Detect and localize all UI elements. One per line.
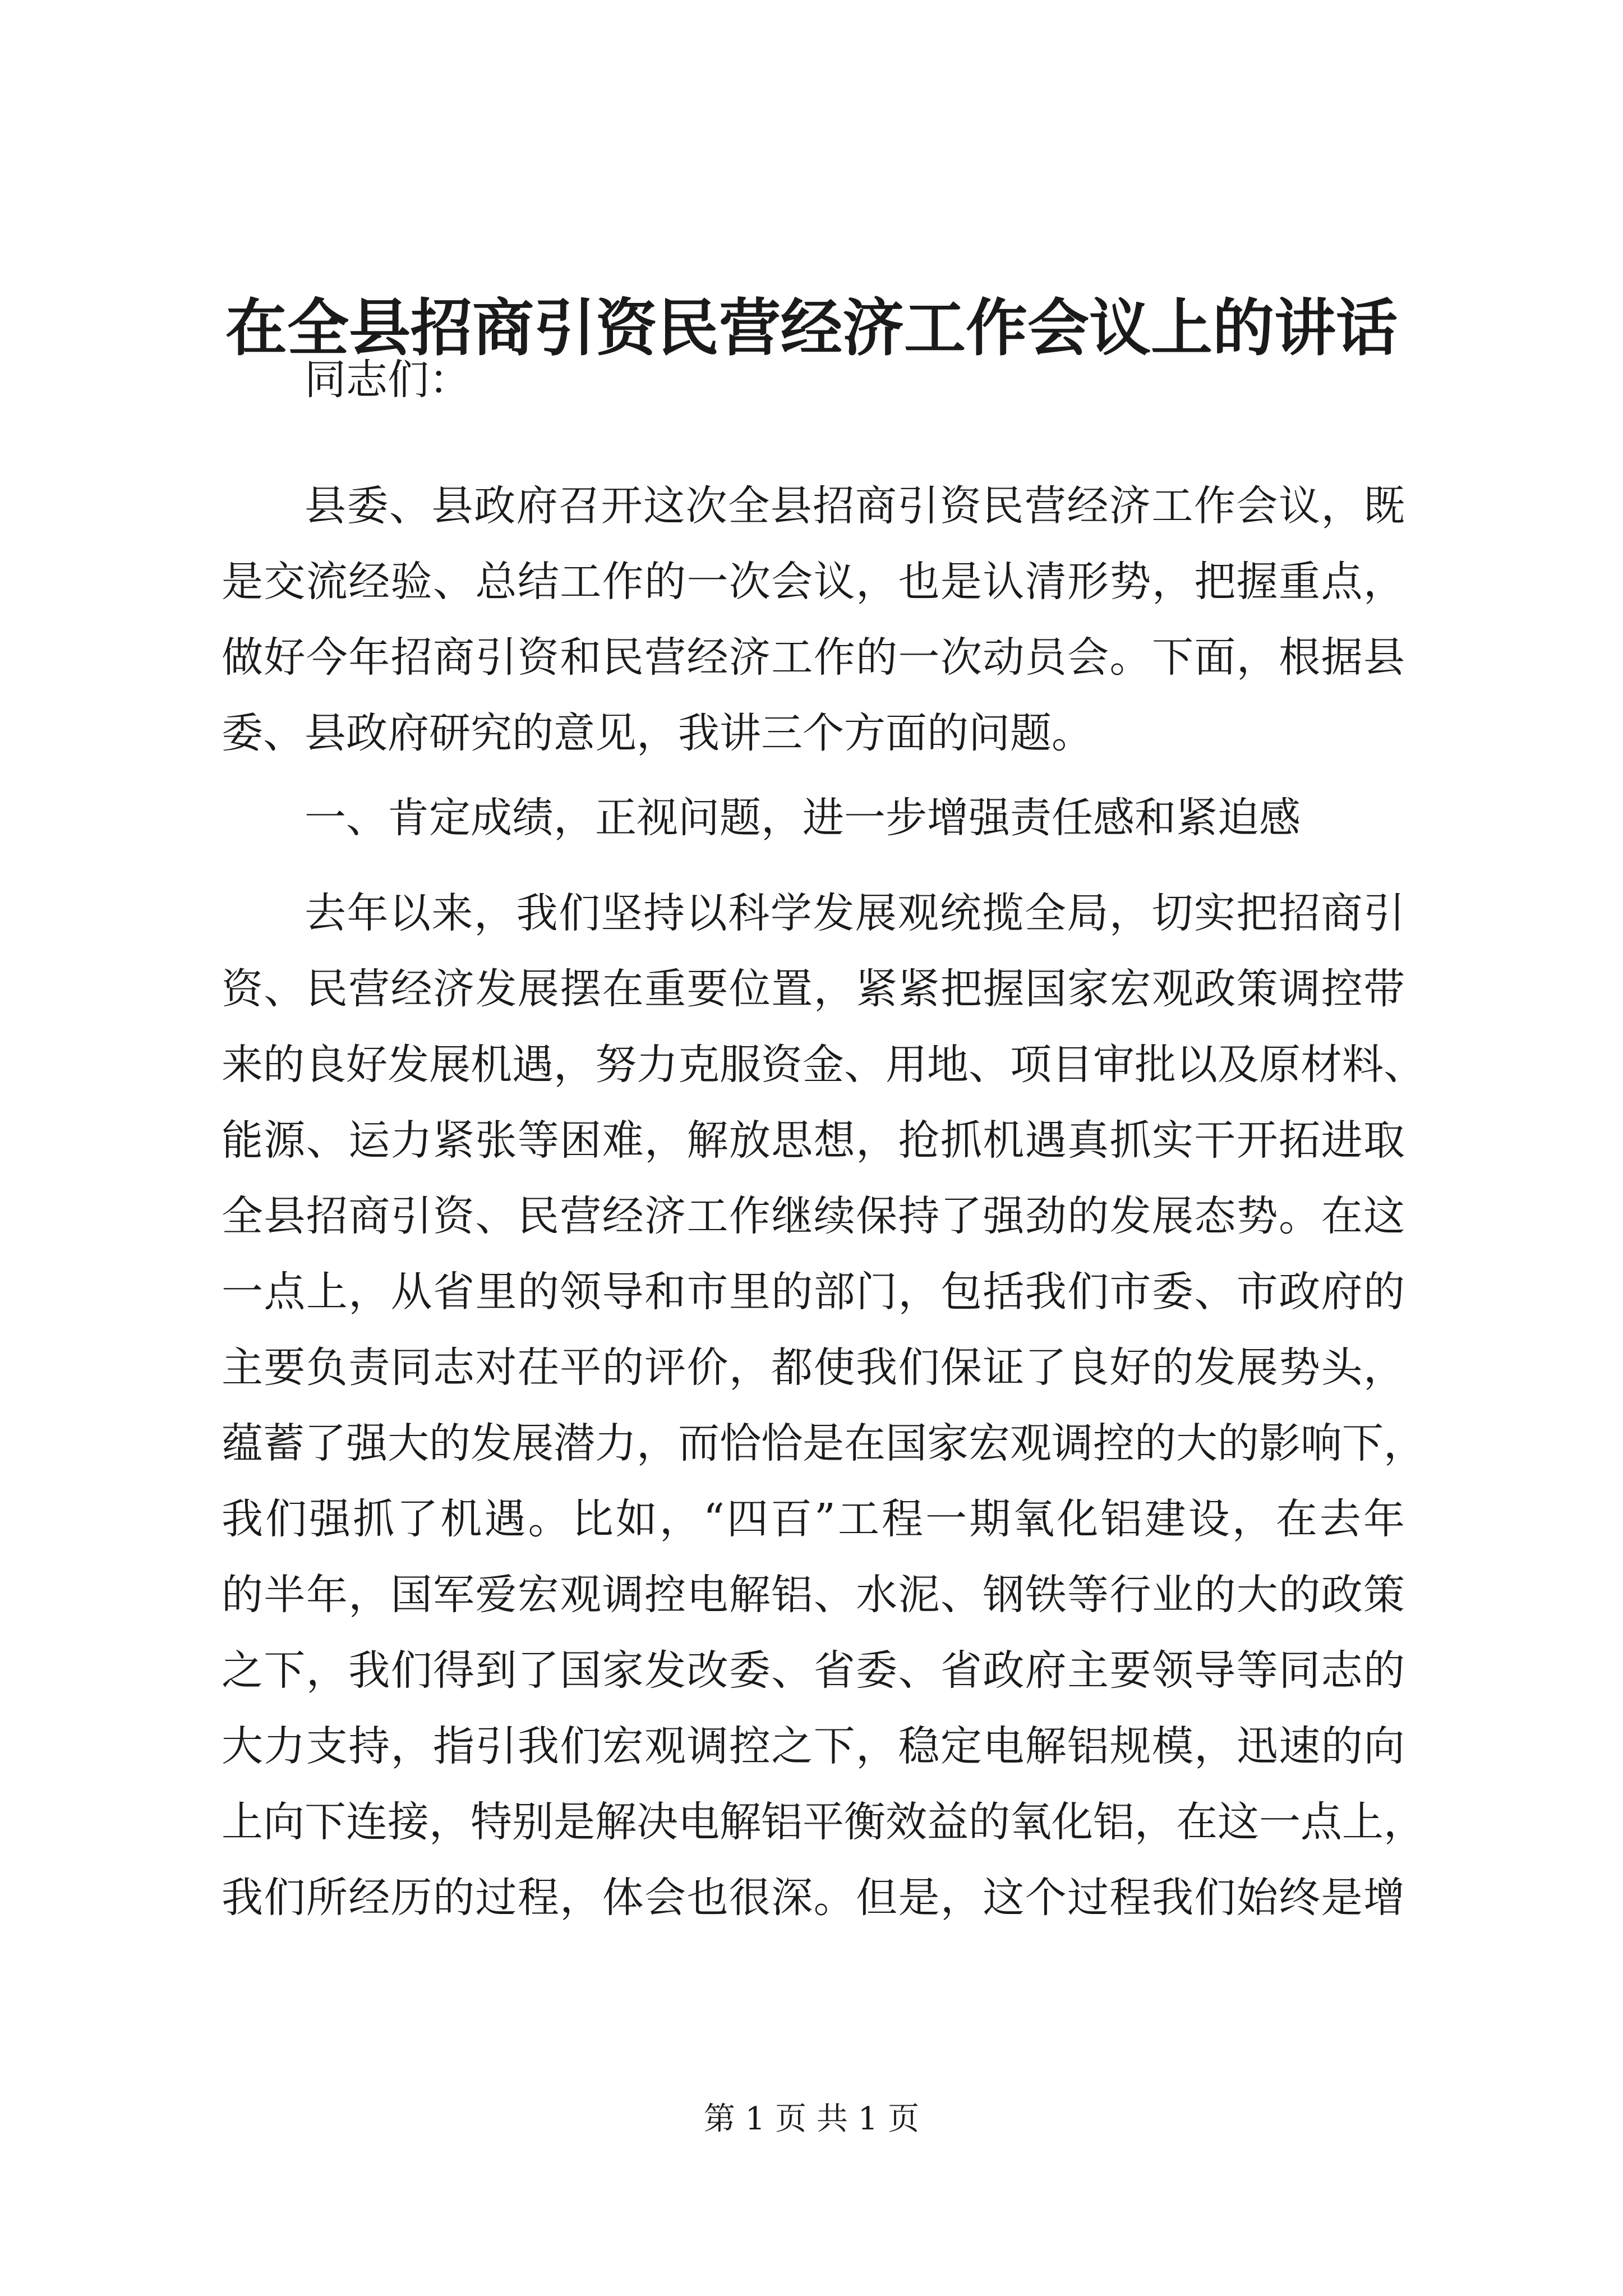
document-title: 在全县招商引资民营经济工作会议上的讲话 xyxy=(225,292,1398,364)
paragraph-line: 资、民营经济发展摆在重要位置，紧紧把握国家宏观政策调控带 xyxy=(222,965,1405,1013)
paragraph-line: 是交流经验、总结工作的一次会议，也是认清形势，把握重点， xyxy=(222,558,1405,606)
paragraph-line: 一点上，从省里的领导和市里的部门，包括我们市委、市政府的 xyxy=(222,1268,1405,1316)
paragraph-line: 大力支持，指引我们宏观调控之下，稳定电解铝规模，迅速的向 xyxy=(222,1722,1405,1770)
page-footer: 第 1 页 共 1 页 xyxy=(703,2101,920,2137)
paragraph-line: 之下，我们得到了国家发改委、省委、省政府主要领导等同志的 xyxy=(222,1646,1405,1695)
paragraph-line: 上向下连接，特别是解决电解铝平衡效益的氧化铝，在这一点上， xyxy=(222,1798,1425,1846)
paragraph-line: 我们强抓了机遇。比如，“四百”工程一期氧化铝建设，在去年 xyxy=(222,1495,1405,1543)
section-heading: 一、肯定成绩，正视问题，进一步增强责任感和紧迫感 xyxy=(305,794,1301,842)
paragraph-line: 来的良好发展机遇，努力克服资金、用地、项目审批以及原材料、 xyxy=(222,1041,1425,1089)
paragraph-line: 我们所经历的过程，体会也很深。但是，这个过程我们始终是增 xyxy=(222,1874,1405,1922)
paragraph-line: 全县招商引资、民营经济工作继续保持了强劲的发展态势。在这 xyxy=(222,1192,1405,1240)
paragraph-line: 的半年，国军爱宏观调控电解铝、水泥、钢铁等行业的大的政策 xyxy=(222,1571,1405,1619)
paragraph-line: 主要负责同志对茌平的评价，都使我们保证了良好的发展势头， xyxy=(222,1343,1405,1392)
paragraph-line: 委、县政府研究的意见，我讲三个方面的问题。 xyxy=(222,709,1093,757)
paragraph-line: 做好今年招商引资和民营经济工作的一次动员会。下面，根据县 xyxy=(222,633,1405,682)
paragraph-line: 能源、运力紧张等困难，解放思想，抢抓机遇真抓实干开拓进取 xyxy=(222,1116,1405,1165)
paragraph-line: 去年以来，我们坚持以科学发展观统揽全局，切实把招商引 xyxy=(305,889,1405,937)
paragraph-line: 蕴蓄了强大的发展潜力，而恰恰是在国家宏观调控的大的影响下， xyxy=(222,1419,1425,1467)
paragraph-line: 县委、县政府召开这次全县招商引资民营经济工作会议，既 xyxy=(305,482,1405,530)
salutation-line: 同志们： xyxy=(305,356,471,404)
